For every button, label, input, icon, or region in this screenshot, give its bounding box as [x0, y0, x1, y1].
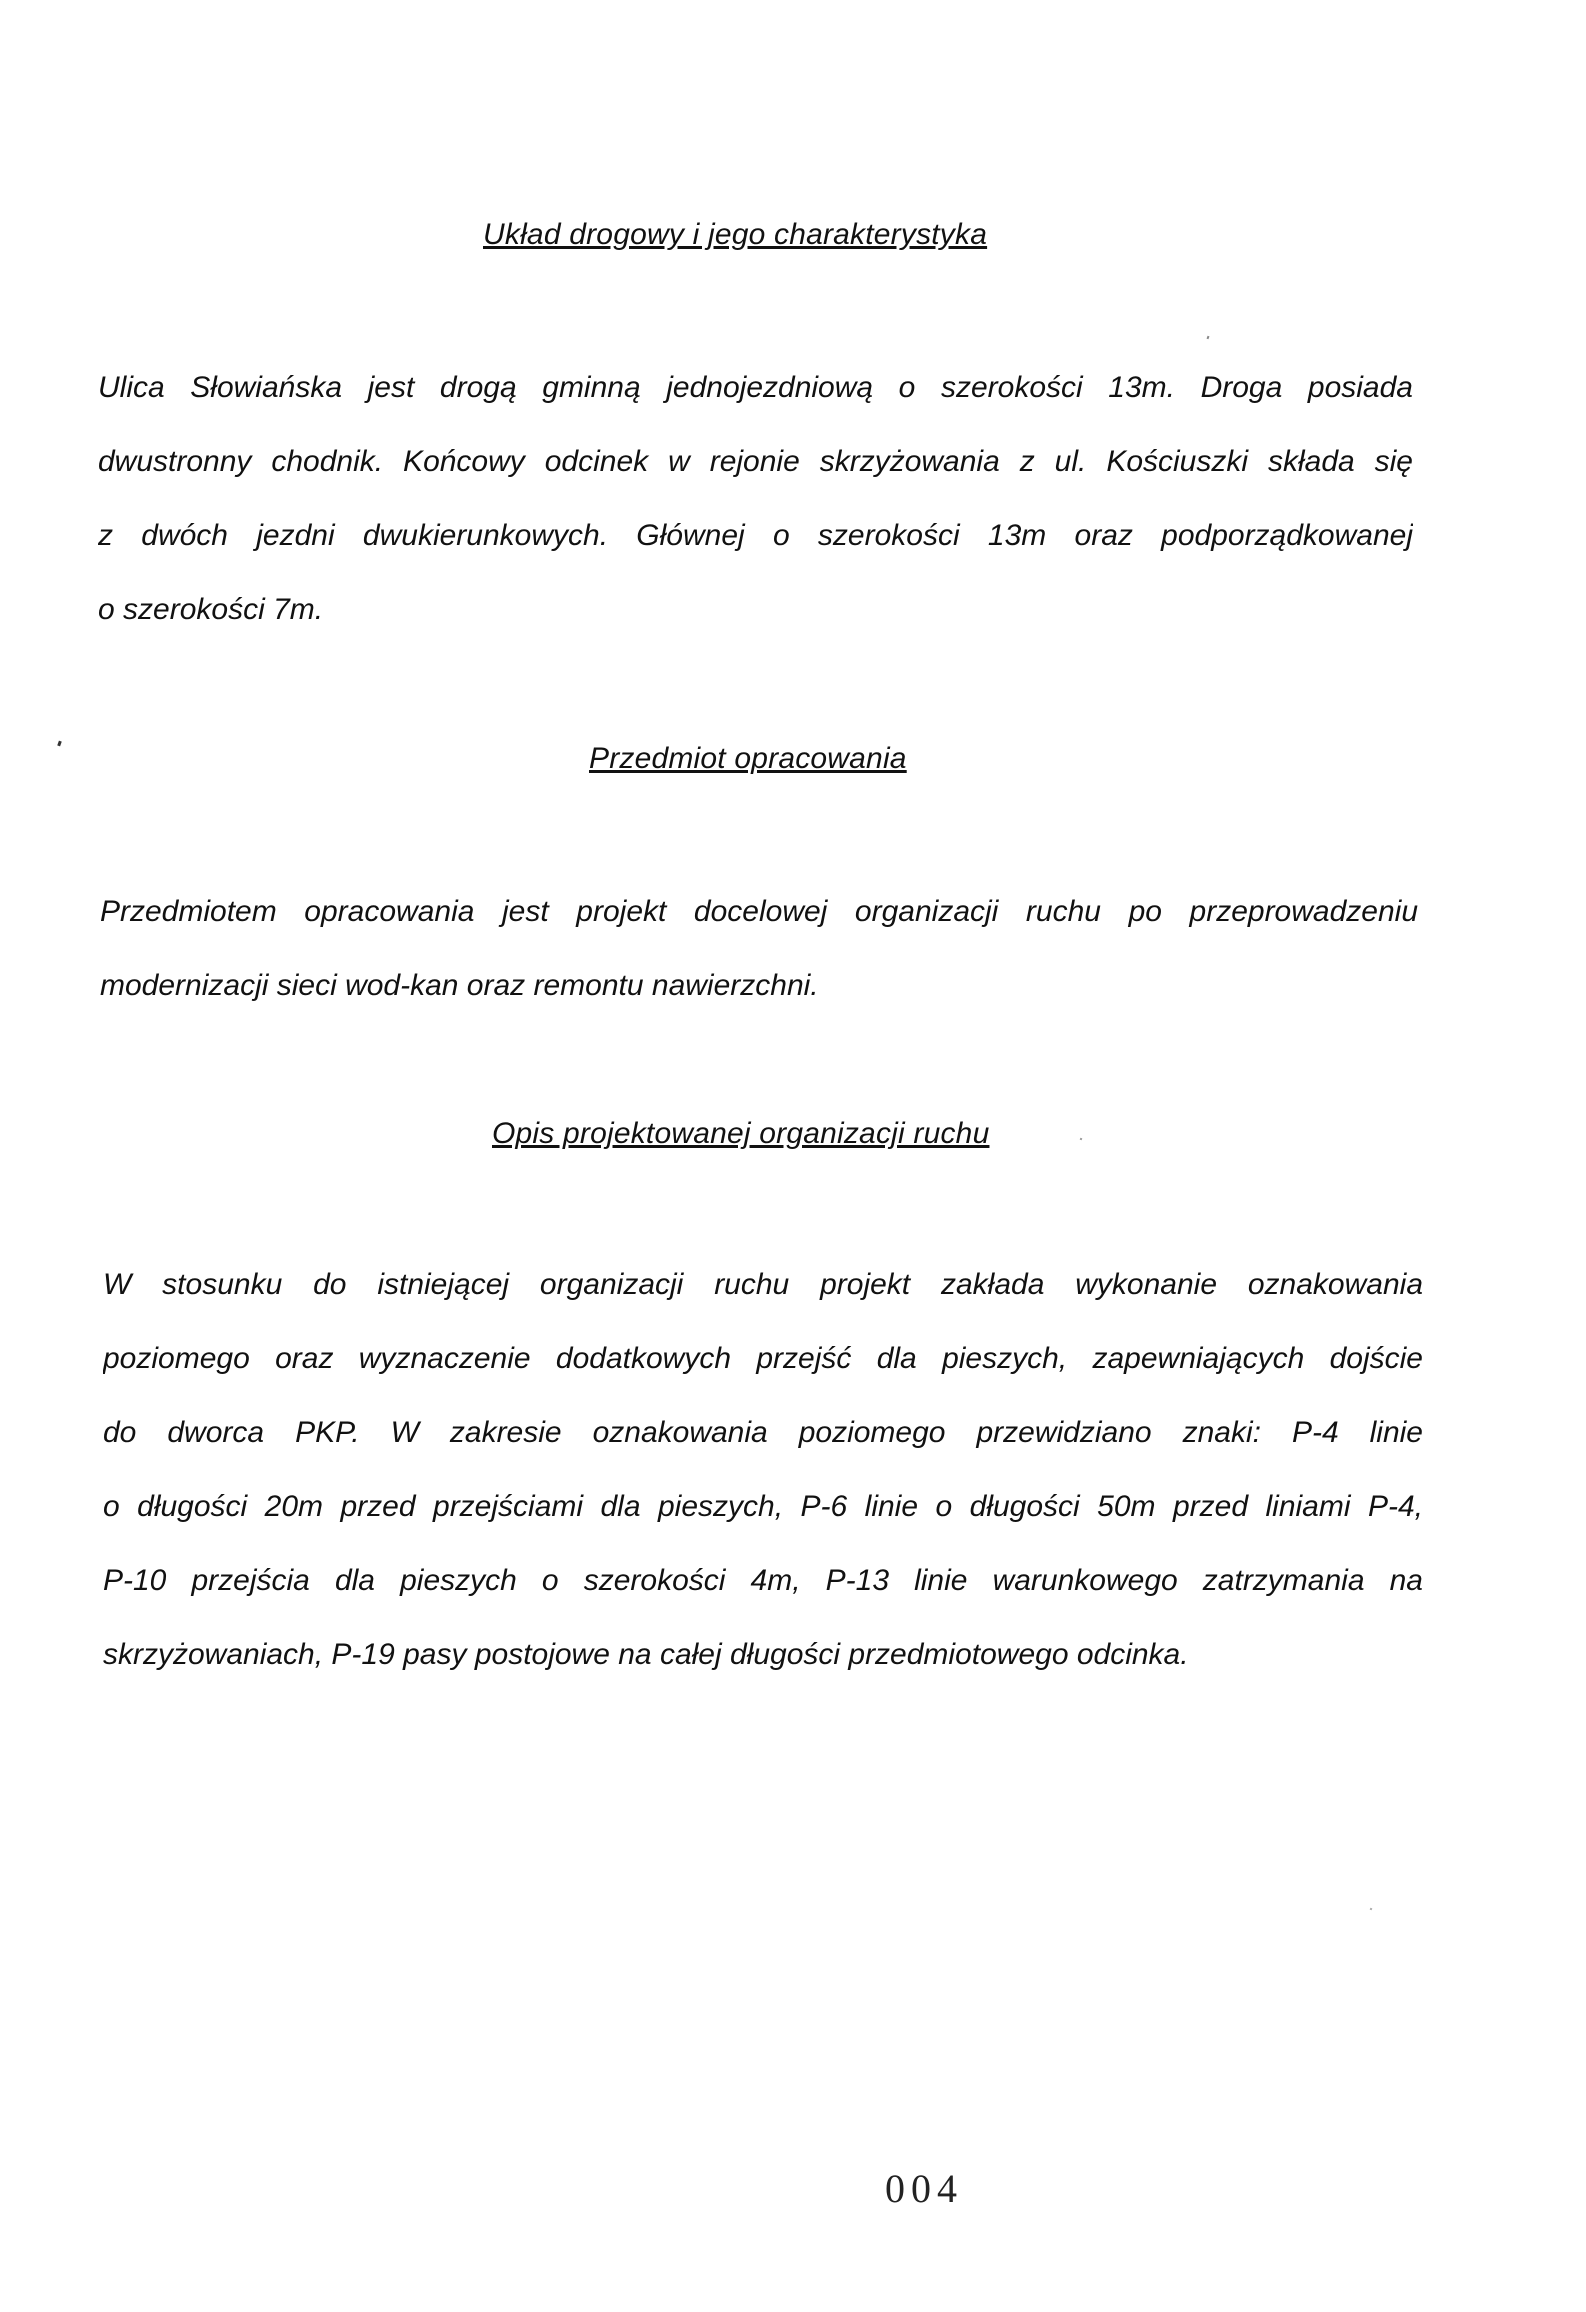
scan-speck: [1080, 1138, 1083, 1141]
paragraph-line: dwustronny chodnik. Końcowy odcinek w rejonie skrzyżowania z ul. Kościuszki składa się: [98, 445, 1413, 478]
section-heading-traffic-organization: Opis projektowanej organizacji ruchu: [492, 1117, 990, 1150]
page-number: 004: [885, 2166, 963, 2211]
section-paragraph-traffic-organization: [103, 1248, 1423, 1692]
paragraph-line: W stosunku do istniejącej organizacji ruchu projekt zakłada wykonanie oznakowania: [103, 1268, 1423, 1301]
scan-speck: [1207, 336, 1210, 340]
paragraph-line: do dworca PKP. W zakresie oznakowania poziomego przewidziano znaki: P-4 linie: [103, 1416, 1423, 1449]
paragraph-line: poziomego oraz wyznaczenie dodatkowych przejść dla pieszych, zapewniających dojście: [103, 1342, 1423, 1375]
section-heading-subject: Przedmiot opracowania: [589, 742, 907, 775]
scan-speck: [57, 741, 62, 747]
scan-speck: [1370, 1908, 1373, 1911]
paragraph-line: P-10 przejścia dla pieszych o szerokości 4m, P-13 linie warunkowego zatrzymania na: [103, 1564, 1423, 1597]
paragraph-line: modernizacji sieci wod-kan oraz remontu nawierzchni.: [100, 969, 819, 1002]
section-heading-road-layout: Układ drogowy i jego charakterystyka: [483, 218, 988, 251]
paragraph-line: Ulica Słowiańska jest drogą gminną jednojezdniową o szerokości 13m. Droga posiada: [98, 371, 1413, 404]
paragraph-line: o długości 20m przed przejściami dla pieszych, P-6 linie o długości 50m przed liniami P-4,: [103, 1490, 1423, 1523]
paragraph-line: skrzyżowaniach, P-19 pasy postojowe na całej długości przedmiotowego odcinka.: [103, 1638, 1189, 1671]
paragraph-line: o szerokości 7m.: [98, 593, 324, 626]
section-paragraph-road-layout: [98, 351, 1413, 647]
section-paragraph-subject: [100, 875, 1418, 1023]
paragraph-line: Przedmiotem opracowania jest projekt docelowej organizacji ruchu po przeprowadzeniu: [100, 895, 1418, 928]
paragraph-line: z dwóch jezdni dwukierunkowych. Głównej o szerokości 13m oraz podporządkowanej: [98, 519, 1413, 552]
